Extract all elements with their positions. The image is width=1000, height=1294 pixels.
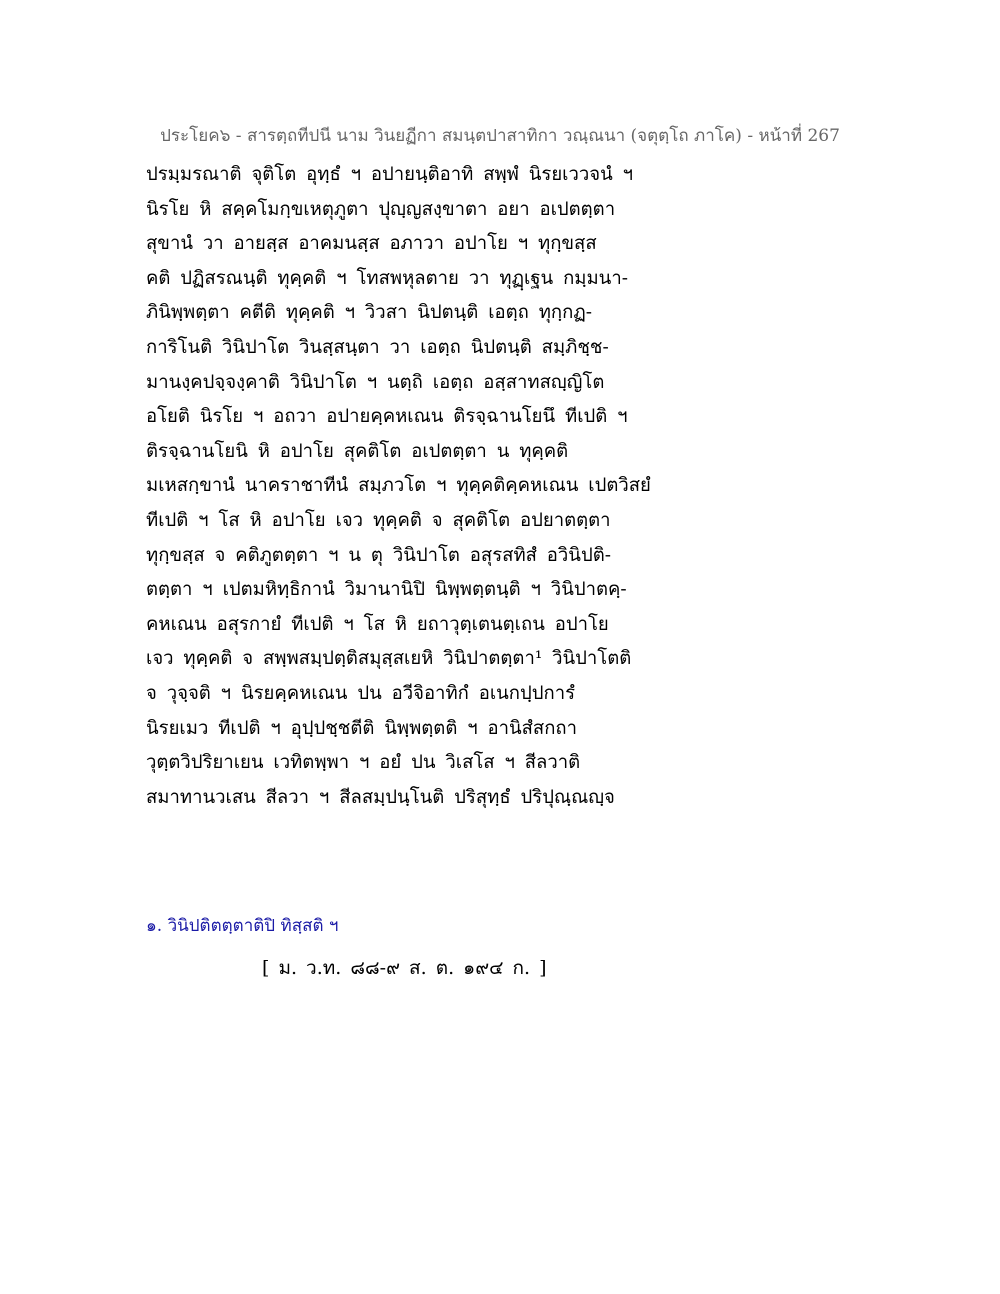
text-line: ทุกฺขสฺส จ คติภูตตฺตา ฯ น ตุ วินิปาโต อสุรสทิสํ อวินิปติ- xyxy=(146,544,611,566)
text-line: มานงฺคปจฺจงฺคาติ วินิปาโต ฯ นตฺถิ เอตฺถ อสฺสาทสญฺญิโต xyxy=(146,371,605,393)
body-text xyxy=(146,158,706,815)
page-header: ประโยค๖ - สารตฺถทีปนี นาม วินยฏีกา สมนฺตปาสาทิกา วณฺณนา (จตุตฺโถ ภาโค) - หน้าที่ 267 xyxy=(160,126,840,146)
page-reference: [ ม. ว.ท. ๘๘-๙ ส. ต. ๑๙๔ ก. ] xyxy=(262,957,547,979)
text-line: นิรโย หิ สคฺคโมกฺขเหตุภูตา ปุญฺญสงฺขาตา อยา อเปตตฺตา xyxy=(146,198,616,220)
text-line: ภินิพฺพตฺตา คตีติ ทุคฺคติ ฯ วิวสา นิปตนฺติ เอตฺถ ทุกฺกฏ- xyxy=(146,302,593,324)
text-line: ติรจฺฉานโยนิ หิ อปาโย สุคติโต อเปตตฺตา น ทุคฺคติ xyxy=(146,440,569,462)
footnote: ๑. วินิปติตตฺตาติปิ ทิสฺสติ ฯ xyxy=(146,916,339,936)
text-line: คติ ปฏิสรณนฺติ ทุคฺคติ ฯ โทสพหุลตาย วา ทุฏฺเฐน กมฺมนา- xyxy=(146,267,628,289)
text-line: เจว ทุคฺคติ จ สพฺพสมฺปตฺติสมุสฺสเยหิ วินิปาตตฺตา¹ วินิปาโตติ xyxy=(146,648,632,670)
text-line: นิรยเมว ทีเปติ ฯ อุปฺปชฺชตีติ นิพฺพตฺตติ ฯ อานิสํสกถา xyxy=(146,717,577,739)
text-line: ปรมฺมรณาติ จุติโต อุทฺธํ ฯ อปายนฺติอาทิ สพฺพํ นิรยเววจนํ ฯ xyxy=(146,164,634,185)
text-line: มเหสกฺขานํ นาคราชาทีนํ สมฺภวโต ฯ ทุคฺคติคฺคหเณน เปตวิสยํ xyxy=(146,475,651,497)
text-line: สุขานํ วา อายสฺส อาคมนสฺส อภาวา อปาโย ฯ ทุกฺขสฺส xyxy=(146,233,597,255)
text-line: ทีเปติ ฯ โส หิ อปาโย เจว ทุคฺคติ จ สุคติโต อปยาตตฺตา xyxy=(146,509,611,531)
text-line: อโยติ นิรโย ฯ อถวา อปายคฺคหเณน ติรจฺฉานโยนึ ทีเปติ ฯ xyxy=(146,406,628,428)
text-line: สมาทานวเสน สีลวา ฯ สีลสมฺปนฺโนติ ปริสุทฺธํ ปริปุณฺณญฺจ xyxy=(146,786,615,808)
text-line: จ วุจฺจติ ฯ นิรยคฺคหเณน ปน อวีจิอาทิกํ อเนกปฺปการํ xyxy=(146,682,576,704)
text-line: คหเณน อสุรกายํ ทีเปติ ฯ โส หิ ยถาวุตฺเตนตฺเถน อปาโย xyxy=(146,613,609,635)
text-line: ตตฺตา ฯ เปตมหิทฺธิกานํ วิมานานิปิ นิพฺพตฺตนฺติ ฯ วินิปาตคฺ- xyxy=(146,579,627,601)
text-line: วุตฺตวิปริยาเยน เวทิตพฺพา ฯ อยํ ปน วิเสโส ฯ สีลวาติ xyxy=(146,752,581,774)
text-line: การิโนติ วินิปาโต วินสฺสนฺตา วา เอตฺถ นิปตนฺติ สมฺภิชฺช- xyxy=(146,336,609,358)
